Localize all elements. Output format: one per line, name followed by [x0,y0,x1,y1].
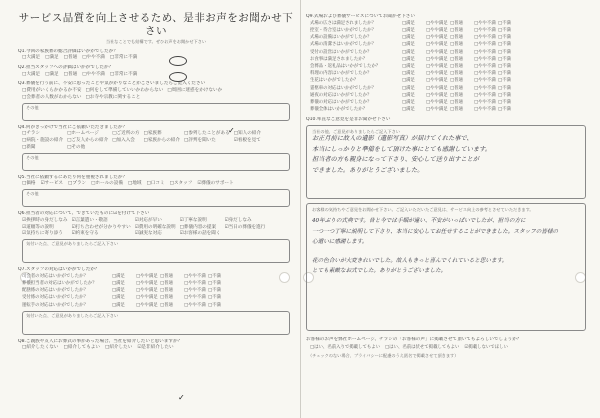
question-6-options [18,218,294,237]
answer-circle-mark [169,72,187,82]
q2-option[interactable]: □満足 [45,71,59,77]
handwritten-line: お正月前に故人の遺影（遺影写真）が届けてくれた事で、 [312,135,473,143]
q5-option[interactable]: ☑葬儀のサポート [197,181,234,187]
q9-row-label: 葬儀の対応はいかがでしたか？ [310,99,372,105]
q9-rating[interactable]: □普通 [450,99,463,105]
question-9 [306,14,586,113]
q9-rating[interactable]: □満足 [402,63,415,69]
q7-row-label: 配膳係の対応はいかがでしたか？ [22,288,88,294]
q9-row-label: 生花はいかがでしたか？ [310,78,359,84]
q3-option[interactable]: □何をして準備していいかわからない [85,88,164,94]
question-3-options [18,88,294,100]
question-2-label: Q2.担当スタッフへの評価はいかがでしたか？ [18,64,114,70]
question-1-label: Q1.今回の家族葬の総合評価はいかがでしたか？ [18,48,118,54]
question-3-label: Q3.葬儀を行う前に、不安に思ったことや気がかりなことがございましたらご記入ください [18,81,206,87]
q6-option[interactable]: ☑当日の葬儀を進行 [224,224,266,230]
q9-rating[interactable]: □普通 [450,42,463,48]
q2-option[interactable]: □普通 [63,71,78,77]
q7-row-label: 葬儀担当者の対応はいかがでしたか？ [22,280,97,286]
q7-rating[interactable]: □普通 [160,280,173,286]
q3-other-label: その他 [26,104,39,110]
q5-option[interactable]: ☑サービス [40,181,64,187]
question-7-label: Q7.スタッフの対応はいかがでしたか？ [18,266,100,272]
q5-option[interactable]: □価格 [22,181,36,187]
q9-rating[interactable]: □満足 [402,27,415,33]
q9-rating[interactable]: □普通 [450,49,463,55]
q9-rating[interactable]: □やや満足 [426,56,448,62]
question-7 [18,267,294,335]
consent-option[interactable]: ☑掲載しないでほしい [464,344,508,350]
q4-option[interactable]: □知人の紹介 [233,131,261,137]
q4-option[interactable]: □参列したことがある [184,131,230,137]
q9-rating[interactable]: □やや不満 [474,107,496,113]
q9-rating[interactable]: □やや不満 [474,99,496,105]
q7-row-label: 司会者の対応はいかがでしたか？ [22,273,88,279]
q6-option[interactable]: ☑言葉遣い・敬語 [71,217,108,223]
q9-rating[interactable]: □不満 [498,107,511,113]
q7-rating[interactable]: □普通 [160,302,173,308]
q9-rating[interactable]: □満足 [402,99,415,105]
q7-rating[interactable]: □不満 [208,295,221,301]
q9-row-label: 葬儀全体はいかがでしたか？ [310,107,368,113]
q6-option[interactable]: ☑約束を守る [71,231,99,237]
q7-rating[interactable]: □やや満足 [136,302,158,308]
handwritten-line: とても素敵なお式でした。ありがとうございました。 [312,268,447,275]
q1-option[interactable]: □やや不満 [82,55,105,61]
question-9-label: Q9.式場および葬儀サービスについてお聞かせ下さい [306,14,415,19]
q7-row-label: 受付係の対応はいかがでしたか？ [22,295,88,301]
q9-rating[interactable]: □やや満足 [426,92,448,98]
q4-option[interactable]: ☑看板を見て [233,138,261,144]
q5-option[interactable]: □口コミ [146,181,165,187]
handwritten-line: 心遣いに感謝します。 [312,239,368,246]
q6-option[interactable]: ☑挨拶時の身だしなみ [22,217,68,223]
q7-rating[interactable]: □普通 [160,288,173,294]
left-page [18,0,294,418]
q9-rating[interactable]: □満足 [402,35,415,41]
q9-rating[interactable]: □不満 [498,27,511,33]
q9-row-label: お食事は満足されましたか？ [310,56,368,62]
question-8 [18,339,294,351]
q9-rating[interactable]: □やや不満 [474,49,496,55]
q6-option[interactable]: ☑道順等の説明 [22,224,54,230]
q9-row-label: 霊柩車の対応はいかがでしたか？ [310,85,376,91]
q4-option[interactable]: □家族からの紹介 [143,138,180,144]
q7-rating[interactable]: □不満 [208,302,221,308]
question-3-other-box[interactable] [22,103,290,121]
q5-option[interactable]: □ホールの設備 [91,181,123,187]
q9-rating[interactable]: □普通 [450,20,463,26]
check-mark: ✓ [178,393,185,402]
q3-option[interactable]: □費用がいくらかかるか不安 [22,88,82,94]
q9-rating[interactable]: □やや満足 [426,78,448,84]
question-3 [18,81,294,120]
q9-rating[interactable]: □不満 [498,35,511,41]
publication-consent [306,337,586,358]
q7-rating[interactable]: □やや不満 [184,273,206,279]
q7-rating[interactable]: □不満 [208,280,221,286]
q6-option[interactable]: ☑誠実な対応 [134,231,162,237]
q1-option[interactable]: □普通 [63,55,78,61]
q5-option[interactable]: □プラン [68,181,87,187]
q3-option[interactable]: □会葬者の人数がわからない [22,94,82,100]
q9-rating[interactable]: □満足 [402,78,415,84]
q9-rating[interactable]: □普通 [450,56,463,62]
q9-rating[interactable]: □やや満足 [426,20,448,26]
q2-option[interactable]: □非常に不満 [109,71,138,77]
q1-option[interactable]: □満足 [45,55,59,61]
q4-option[interactable]: □ご近所の方 [112,131,140,137]
q7-rating[interactable]: □満足 [112,280,125,286]
q7-rating[interactable]: □普通 [160,295,173,301]
q3-option[interactable]: □周囲に迷惑をかけないか [167,88,223,94]
q5-option[interactable]: □地域 [127,181,142,187]
q7-rating[interactable]: □やや満足 [136,295,158,301]
q4-option[interactable]: □チラシ [22,131,41,137]
handwritten-line: 40年ぶりの式典です。昔と今では手順が違い、不安がいっぱいでしたが、担当の方に [312,218,526,225]
consent-note: （チェックのない場合、プライバシーに配慮のうえ匿名で掲載させて頂きます） [308,353,459,359]
q1-option[interactable]: □非常に不満 [109,55,138,61]
question-2 [18,65,294,77]
q9-rating[interactable]: □満足 [402,92,415,98]
q9-rating[interactable]: □満足 [402,85,415,91]
question-5 [18,175,294,207]
question-6-label: Q6.担当者の対応について、できていたものに☑を付けて下さい [18,211,150,217]
question-5-other-box[interactable] [22,189,290,207]
q9-rating[interactable]: □普通 [450,71,463,77]
q9-rating[interactable]: □不満 [498,56,511,62]
q9-rating[interactable]: □やや満足 [426,71,448,77]
question-1 [18,49,294,61]
q8-option[interactable]: □紹介してもよい [63,345,100,351]
q9-rating[interactable]: □やや不満 [474,20,496,26]
q7-rating[interactable]: □不満 [208,288,221,294]
q9-rating[interactable]: □不満 [498,63,511,69]
q9-rating[interactable]: □普通 [450,78,463,84]
q9-row-label: 通夜の対応はいかがでしたか？ [310,92,372,98]
q7-rating[interactable]: □やや満足 [136,288,158,294]
q9-rating[interactable]: □やや不満 [474,85,496,91]
q6-comment-label: 気付いた点、ご意見がありましたらご記入下さい [26,240,119,246]
q9-rating[interactable]: □普通 [450,107,463,113]
question-5-label: Q5.当社に依頼するにあたり何を重視されましたか？ [18,174,128,180]
q9-rating[interactable]: □やや不満 [474,56,496,62]
q9-rating[interactable]: □やや不満 [474,35,496,41]
consent-options [306,345,586,351]
q9-rating[interactable]: □やや満足 [426,107,448,113]
q8-option[interactable]: ☑是非紹介したい [137,345,174,351]
q9-rating[interactable]: □やや不満 [474,27,496,33]
q4-option[interactable]: □評判を聞いた [184,138,216,144]
question-1-options [18,55,294,61]
q7-rating[interactable]: □満足 [112,288,125,294]
q7-rating[interactable]: □満足 [112,295,125,301]
q5-option[interactable]: □スタッフ [169,181,193,187]
q7-rating[interactable]: □満足 [112,273,125,279]
q7-comment-label: 気付いた点、ご意見がありましたらご記入下さい [26,312,119,318]
q6-option[interactable]: ☑対応が早い [134,217,162,223]
survey-subtitle: 当社なことでも結構です。ぜひお声をお聞かせ下さい [105,39,207,45]
q7-rating[interactable]: □普通 [160,273,173,279]
q7-row-label: 運転手の対応はいかがでしたか？ [22,302,88,308]
q7-rating[interactable]: □やや不満 [184,288,206,294]
q8-option[interactable]: □紹介したくない [22,345,59,351]
q9-rating[interactable]: □普通 [450,27,463,33]
q6-option[interactable]: ☑丁寧な説明 [179,217,207,223]
q5-other-label: その他 [26,191,39,197]
question-6-comment-box[interactable] [22,239,290,263]
question-7-comment-box[interactable] [22,311,290,335]
q9-rating[interactable]: □普通 [450,92,463,98]
handwritten-line: 本当にしっかりと準備をして頂けた事にとても感謝しています。 [312,145,491,153]
handwritten-line: 担当者の方も親身になって下さり、安心して送り出すことが [312,156,480,164]
handwritten-line: 一つ一つ丁寧に説明して下さり、本当に安心してお任せすることができました。スタッフの皆様の [312,228,559,235]
q3-option[interactable]: □お寺や宗教に関すること [85,94,141,100]
q4-option[interactable]: □ホームページ [67,131,99,137]
q9-rating[interactable]: □やや満足 [426,42,448,48]
q6-option[interactable]: ☑打ち合わせが分かりやすい [71,224,131,230]
q9-rating[interactable]: □満足 [402,20,415,26]
q4-option[interactable]: □病院・施設の紹介 [22,138,64,144]
q9-rating[interactable]: □やや不満 [474,42,496,48]
q9-row-label: 式場の清潔さはいかがでしたか？ [310,42,376,48]
q9-rating[interactable]: □やや不満 [474,63,496,69]
survey-title: サービス品質を向上させるため、是非お声をお聞かせ下さい [18,12,294,38]
question-4 [18,125,294,171]
q6-option[interactable]: ☑気持ちに寄り添う [22,231,63,237]
q11-box-head: お客様の気持ちやご意見をお聞かせ下さい。ご記入いただいたご意見は、サービス向上の参考とさせていただきます。 [312,207,534,213]
q1-option[interactable]: □大満足 [22,55,41,61]
question-10-comment-box[interactable] [306,125,586,199]
q7-rating[interactable]: □やや満足 [136,280,158,286]
q9-rating[interactable]: □やや満足 [426,35,448,41]
q9-row-label: 会葬品・返礼品はいかがでしたか？ [310,63,381,69]
question-10-label: Q10.率直なご意見を是非お聞かせ下さい [306,117,391,123]
q6-option[interactable]: □葬儀内容の提案 [179,224,217,230]
question-11-comment-box[interactable] [306,203,586,331]
answer-circle-mark [169,56,187,66]
q9-rating[interactable]: □満足 [402,71,415,77]
question-11 [306,203,586,331]
check-mark: ✓ [228,126,235,135]
q7-rating[interactable]: □やや不満 [184,295,206,301]
question-4-label: Q4.何がきっかけで当社にご依頼いただきましたか？ [18,124,128,130]
question-8-label: Q8.ご親族や友人にお葬式の事があった場合、当社を紹介したいと思いますか？ [18,338,183,344]
q9-rating[interactable]: □やや不満 [474,92,496,98]
q7-rating[interactable]: □やや満足 [136,273,158,279]
q6-option[interactable]: ☑費用の明確な説明 [134,224,176,230]
q4-option[interactable]: □新聞 [22,144,36,150]
q9-rating[interactable]: □満足 [402,42,415,48]
question-4-options [18,131,294,150]
q9-rating[interactable]: □やや不満 [474,71,496,77]
q9-row-label: 控室・待合室はいかがでしたか？ [310,27,376,33]
question-7-rating-table [18,273,294,309]
question-5-options [18,181,294,187]
q7-rating[interactable]: □満足 [112,302,125,308]
q9-rating[interactable]: □満足 [402,107,415,113]
q9-rating[interactable]: □やや満足 [426,99,448,105]
q4-option[interactable]: □その他 [67,144,86,150]
consent-label: お客様のお声を弊社ホームページ、チラシの「お客様の声」に掲載させて頂いてもよろしいでしょうか？ [306,337,522,343]
q9-rating[interactable]: □やや満足 [426,49,448,55]
q9-row-label: 料理の内容はいかがでしたか？ [310,71,372,77]
q2-option[interactable]: □大満足 [22,71,41,77]
handwritten-line: 花の色合いが大変きれいでした。故人もきっと喜んでくれていると思います。 [312,257,508,264]
q9-rating[interactable]: □不満 [498,49,511,55]
q9-rating[interactable]: □不満 [498,85,511,91]
question-2-options [18,72,294,78]
q9-rating[interactable]: □不満 [498,42,511,48]
question-6 [18,211,294,263]
consent-option[interactable]: □はい、名前は伏せて掲載してもよい [385,344,460,350]
q9-rating[interactable]: □不満 [498,71,511,77]
q6-option[interactable]: ☑お客様の話を聞く [179,231,221,237]
fold-line [300,0,301,418]
q6-option[interactable]: ☑身だしなみ [224,217,252,223]
q9-rating[interactable]: □やや不満 [474,78,496,84]
q9-rating[interactable]: □不満 [498,78,511,84]
q7-rating[interactable]: □不満 [208,273,221,279]
q9-row-label: 式場の広さは満足されましたか？ [310,20,376,26]
question-4-other-box[interactable] [22,153,290,171]
q9-rating[interactable]: □満足 [402,49,415,55]
q10-box-head: 当社の他、ご意見がありましたらご記入下さい [312,129,400,135]
q7-rating[interactable]: □やや不満 [184,280,206,286]
q9-row-label: 式場の設備はいかがでしたか？ [310,35,372,41]
q9-rating[interactable]: □不満 [498,92,511,98]
q9-rating[interactable]: □不満 [498,20,511,26]
q9-rating[interactable]: □やや満足 [426,85,448,91]
q9-rating[interactable]: □普通 [450,63,463,69]
q2-option[interactable]: □やや不満 [82,71,105,77]
q9-rating[interactable]: □やや満足 [426,63,448,69]
question-9-rating-table [306,20,586,114]
q4-option[interactable]: □家族葬 [143,131,162,137]
q7-rating[interactable]: □やや不満 [184,302,206,308]
q4-option[interactable]: □加入入会 [112,138,135,144]
q8-option[interactable]: □紹介したい [105,345,133,351]
consent-option[interactable]: □はい、名前入りで掲載してもよい [310,344,381,350]
q4-option[interactable]: □ご友人からの紹介 [67,138,109,144]
right-page [306,0,586,418]
q9-rating[interactable]: □満足 [402,56,415,62]
question-8-options [18,345,294,351]
handwritten-line: できました。ありがとうございました。 [312,166,424,174]
q9-rating[interactable]: □やや満足 [426,27,448,33]
q9-row-label: 受付の設営はいかがでしたか？ [310,49,372,55]
question-10 [306,117,586,199]
q9-rating[interactable]: □普通 [450,85,463,91]
q9-rating[interactable]: □不満 [498,99,511,105]
q9-rating[interactable]: □普通 [450,35,463,41]
q4-other-label: その他 [26,154,39,160]
